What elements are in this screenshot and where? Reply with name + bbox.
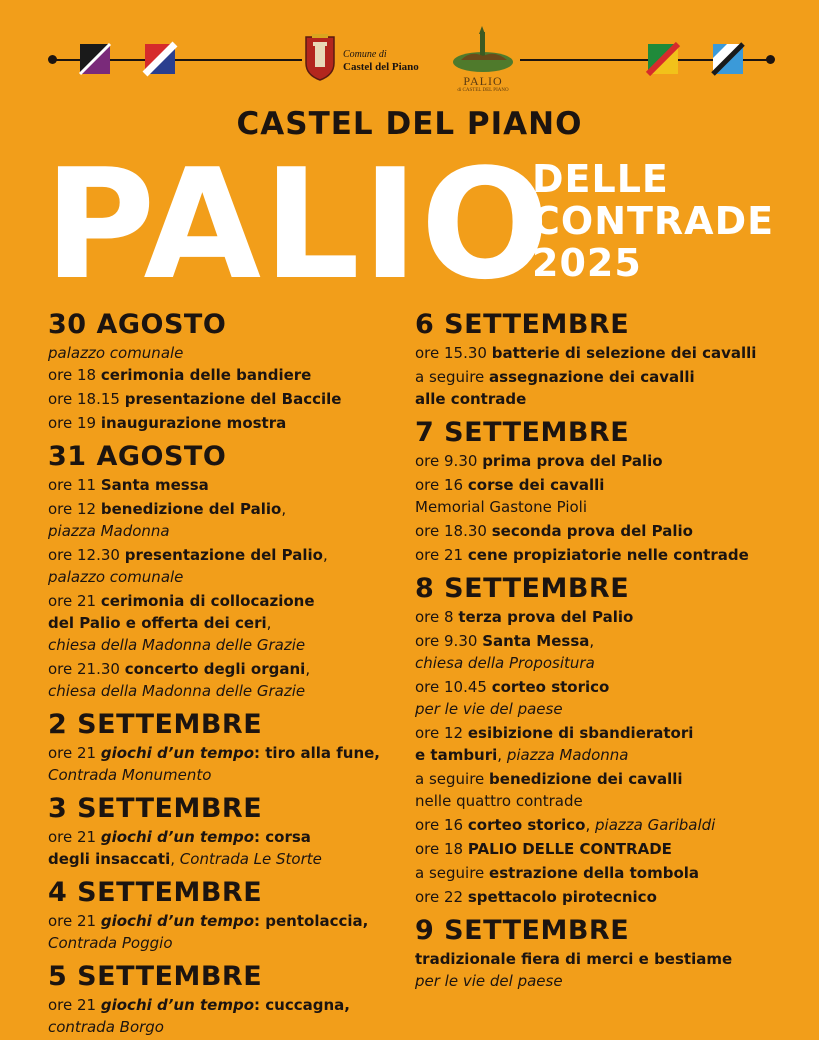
flag-icon-contrada-4	[713, 44, 743, 74]
event-item: ore 16 corteo storico, piazza Garibaldi	[415, 816, 716, 834]
event-title: spettacolo pirotecnico	[467, 888, 657, 906]
event-item: ore 12.30 presentazione del Palio, palazzo comunale	[48, 544, 408, 588]
schedule-left-column	[48, 308, 408, 1040]
event-title: assegnazione dei cavalli	[489, 368, 695, 386]
event-title: giochi d’un tempo	[100, 828, 255, 846]
right-line-dot	[766, 55, 775, 64]
event-item	[48, 388, 408, 410]
event-place: palazzo comunale	[48, 344, 184, 362]
event-item: ore 21 cerimonia di collocazione del Palio e offerta dei ceri, chiesa della Madonna delle Grazie	[48, 590, 408, 656]
event-title: Santa Messa	[482, 632, 590, 650]
event-title: presentazione del Palio	[124, 546, 323, 564]
event-place: per le vie del paese	[415, 700, 563, 718]
event-place: palazzo comunale	[48, 568, 184, 586]
event-place: piazza Madonna	[506, 746, 629, 764]
event-time: ore 12	[48, 500, 101, 518]
event-title: giochi d’un tempo	[100, 744, 255, 762]
comune-line-2: Castel del Piano	[343, 61, 419, 73]
event-time: ore 8	[415, 608, 459, 626]
event-item	[415, 366, 795, 410]
event-title: terza prova del Palio	[458, 608, 634, 626]
event-title: alle contrade	[415, 390, 527, 408]
event-place: piazza Madonna	[48, 522, 170, 540]
comune-crest-icon	[303, 33, 337, 81]
event-place: contrada Borgo	[48, 1018, 164, 1036]
event-title: prima prova del Palio	[482, 452, 663, 470]
event-title: tradizionale fiera di merci e bestiame	[415, 950, 733, 968]
event-time: ore 16	[415, 816, 468, 834]
event-item: ore 21 giochi d’un tempo: corsa degli insaccati, Contrada Le Storte	[48, 828, 322, 868]
event-time: ore 21	[48, 996, 101, 1014]
event-time: a seguire	[415, 864, 490, 882]
event-item	[415, 676, 795, 720]
event-item	[415, 450, 795, 472]
event-title: seconda prova del Palio	[491, 522, 693, 540]
event-item	[415, 862, 795, 884]
event-title-rest: degli insaccati	[48, 850, 171, 868]
event-title: cerimonia di collocazione	[100, 592, 315, 610]
event-title: benedizione dei cavalli	[489, 770, 683, 788]
event-title: cerimonia delle bandiere	[100, 366, 312, 384]
event-time: ore 10.45	[415, 678, 492, 696]
event-time: ore 21.30	[48, 660, 125, 678]
flag-icon-contrada-2	[145, 44, 175, 74]
event-item	[415, 768, 795, 812]
event-title: corteo storico	[491, 678, 610, 696]
event-title: benedizione del Palio	[100, 500, 282, 518]
event-title: PALIO DELLE CONTRADE	[467, 840, 672, 858]
event-time: ore 9.30	[415, 452, 483, 470]
event-title: inaugurazione mostra	[100, 414, 287, 432]
left-line-dot	[48, 55, 57, 64]
event-time: a seguire	[415, 770, 490, 788]
event-title: esibizione di sbandieratori	[467, 724, 694, 742]
palio-logo-sub: di CASTEL DEL PIANO	[457, 88, 509, 93]
event-title: giochi d’un tempo	[100, 996, 255, 1014]
event-time: ore 18.15	[48, 390, 125, 408]
event-title: del Palio e offerta dei ceri	[48, 614, 267, 632]
date-heading: 6 SETTEMBRE	[415, 309, 630, 340]
event-item	[415, 342, 795, 364]
comune-line-1: Comune di	[343, 49, 387, 60]
event-item	[415, 948, 795, 992]
subtitle-line-3: 2025	[532, 241, 642, 285]
date-heading: 8 SETTEMBRE	[415, 573, 630, 604]
event-time: ore 15.30	[415, 344, 492, 362]
date-heading: 2 SETTEMBRE	[48, 709, 263, 740]
event-time: ore 19	[48, 414, 101, 432]
event-item	[415, 474, 795, 518]
event-note: nelle quattro contrade	[415, 792, 583, 810]
date-heading: 30 AGOSTO	[48, 309, 227, 340]
event-title: e tamburi	[415, 746, 498, 764]
event-time: ore 18	[48, 366, 101, 384]
event-title-rest: : tiro alla fune,	[254, 744, 380, 762]
event-title: estrazione della tombola	[489, 864, 700, 882]
event-title: cene propiziatorie nelle contrade	[467, 546, 749, 564]
event-place: piazza Garibaldi	[595, 816, 716, 834]
event-time: a seguire	[415, 368, 490, 386]
event-title: giochi d’un tempo	[100, 912, 255, 930]
comune-label	[343, 48, 419, 74]
event-title: corse dei cavalli	[467, 476, 605, 494]
date-heading: 7 SETTEMBRE	[415, 417, 630, 448]
date-heading: 5 SETTEMBRE	[48, 961, 263, 992]
town-title: CASTEL DEL PIANO	[236, 106, 583, 142]
event-item	[48, 412, 408, 434]
event-time: ore 9.30	[415, 632, 483, 650]
event-time: ore 21	[415, 546, 468, 564]
palio-title: PALIO	[44, 136, 552, 313]
event-item	[415, 544, 795, 566]
event-item: ore 9.30 Santa Messa, chiesa della Propositura	[415, 630, 795, 674]
event-place: per le vie del paese	[415, 972, 563, 990]
event-title: Santa messa	[100, 476, 209, 494]
event-item	[415, 886, 795, 908]
event-title: corteo storico	[467, 816, 586, 834]
event-item	[48, 474, 408, 496]
event-item: ore 21.30 concerto degli organi, chiesa della Madonna delle Grazie	[48, 658, 408, 702]
palio-logo-word: PALIO	[463, 74, 503, 88]
event-item	[415, 520, 795, 542]
event-item	[48, 742, 408, 786]
event-place: chiesa della Propositura	[415, 654, 595, 672]
event-title-rest: : cuccagna,	[254, 996, 350, 1014]
event-title: concerto degli organi	[124, 660, 306, 678]
event-time: ore 12.30	[48, 546, 125, 564]
event-time: ore 18	[415, 840, 468, 858]
event-title: batterie di selezione dei cavalli	[491, 344, 757, 362]
flag-icon-contrada-3	[648, 44, 678, 74]
date-heading: 3 SETTEMBRE	[48, 793, 263, 824]
event-time: ore 21	[48, 592, 101, 610]
event-time: ore 21	[48, 744, 101, 762]
event-place: Contrada Monumento	[48, 766, 212, 784]
event-note: Memorial Gastone Pioli	[415, 498, 588, 516]
event-time: ore 16	[415, 476, 468, 494]
event-time: ore 11	[48, 476, 101, 494]
event-item	[415, 606, 795, 628]
event-title: presentazione del Baccile	[124, 390, 342, 408]
event-time: ore 18.30	[415, 522, 492, 540]
date-heading: 4 SETTEMBRE	[48, 877, 263, 908]
flag-icon-contrada-1	[80, 44, 110, 74]
date-heading: 9 SETTEMBRE	[415, 915, 630, 946]
event-item: ore 12 esibizione di sbandieratori e tamburi, piazza Madonna	[415, 724, 694, 764]
event-place: chiesa della Madonna delle Grazie	[48, 636, 306, 654]
date-heading: 31 AGOSTO	[48, 441, 227, 472]
event-place: Contrada Le Storte	[179, 850, 322, 868]
event-place: Contrada Poggio	[48, 934, 173, 952]
event-item	[48, 994, 408, 1038]
event-item	[48, 910, 408, 954]
event-time: ore 21	[48, 828, 101, 846]
event-title-rest: : pentolaccia,	[254, 912, 369, 930]
event-time: ore 12	[415, 724, 468, 742]
palio-logo	[447, 26, 519, 94]
event-time: ore 22	[415, 888, 468, 906]
event-item	[415, 838, 795, 860]
palio-logo-icon	[447, 26, 519, 76]
event-place: chiesa della Madonna delle Grazie	[48, 682, 306, 700]
event-item: ore 12 benedizione del Palio, piazza Madonna	[48, 498, 408, 542]
event-item	[48, 364, 408, 386]
event-time: ore 21	[48, 912, 101, 930]
subtitle-line-2: CONTRADE	[532, 199, 775, 243]
palio-subtitle	[532, 158, 774, 284]
subtitle-line-1: DELLE	[532, 157, 669, 201]
schedule-right-column	[415, 308, 795, 994]
event-title-rest: : corsa	[254, 828, 311, 846]
